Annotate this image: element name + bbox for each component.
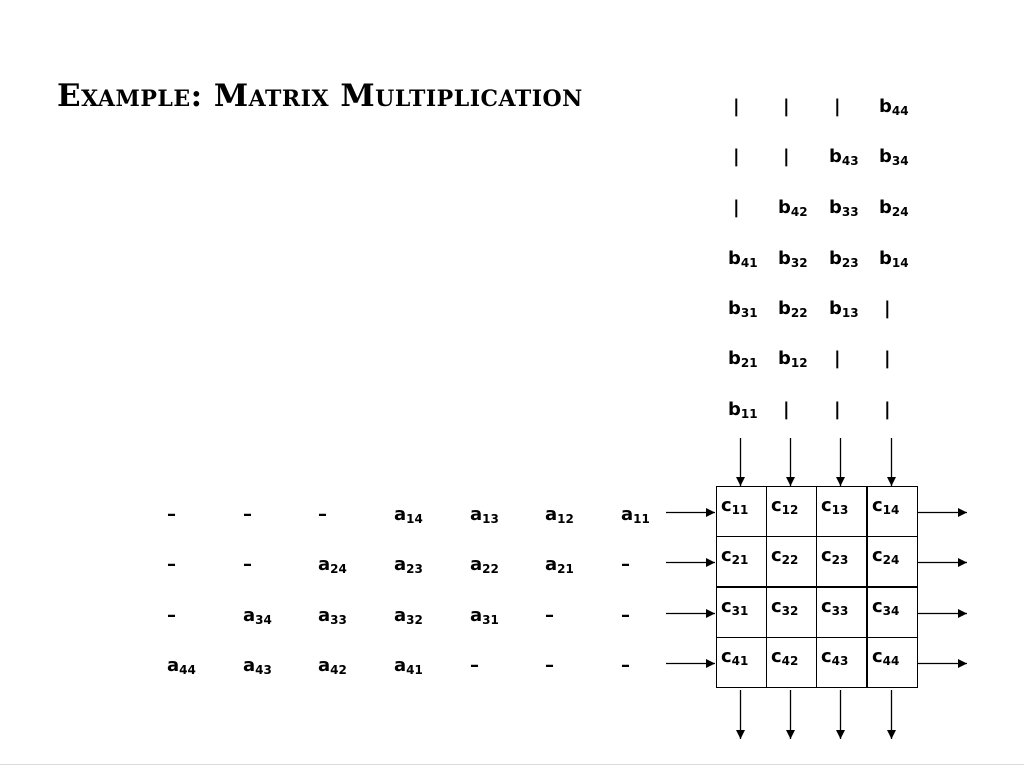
b-element: $b_{13}$ bbox=[829, 298, 859, 320]
a-element: $a_{42}$ bbox=[318, 655, 347, 677]
a-placeholder-dash: – bbox=[621, 605, 630, 626]
bottom-divider bbox=[0, 764, 1024, 765]
c-element-label: $c_{22}$ bbox=[771, 545, 799, 567]
a-element: $a_{23}$ bbox=[394, 554, 423, 576]
a-placeholder-dash: – bbox=[167, 605, 176, 626]
a-placeholder-dash: – bbox=[243, 554, 252, 575]
a-element: $a_{33}$ bbox=[318, 605, 347, 627]
b-element: $b_{21}$ bbox=[728, 348, 758, 370]
a-element: $a_{41}$ bbox=[394, 655, 423, 677]
a-element: $a_{44}$ bbox=[167, 655, 196, 677]
a-placeholder-dash: – bbox=[167, 554, 176, 575]
a-placeholder-dash: – bbox=[545, 605, 554, 626]
b-placeholder-bar: | bbox=[834, 348, 841, 369]
a-element: $a_{31}$ bbox=[470, 605, 499, 627]
b-element: $b_{12}$ bbox=[778, 348, 808, 370]
b-placeholder-bar: | bbox=[884, 298, 891, 319]
c-element-label: $c_{23}$ bbox=[821, 545, 849, 567]
a-placeholder-dash: – bbox=[167, 504, 176, 525]
a-element: $a_{34}$ bbox=[243, 605, 272, 627]
c-element-label: $c_{12}$ bbox=[771, 495, 799, 517]
b-element: $b_{23}$ bbox=[829, 248, 859, 270]
a-element: $a_{12}$ bbox=[545, 504, 574, 526]
a-element: $a_{11}$ bbox=[621, 504, 650, 526]
b-placeholder-bar: | bbox=[834, 96, 841, 117]
a-element: $a_{32}$ bbox=[394, 605, 423, 627]
b-element: $b_{14}$ bbox=[879, 248, 909, 270]
b-element: $b_{42}$ bbox=[778, 197, 808, 219]
a-element: $a_{13}$ bbox=[470, 504, 499, 526]
a-placeholder-dash: – bbox=[621, 554, 630, 575]
c-element-label: $c_{42}$ bbox=[771, 646, 799, 668]
a-element: $a_{22}$ bbox=[470, 554, 499, 576]
b-element: $b_{32}$ bbox=[778, 248, 808, 270]
c-element-label: $c_{44}$ bbox=[872, 646, 900, 668]
c-element-label: $c_{33}$ bbox=[821, 596, 849, 618]
b-element: $b_{33}$ bbox=[829, 197, 859, 219]
b-element: $b_{43}$ bbox=[829, 146, 859, 168]
slide-title: Example: Matrix Multiplication bbox=[57, 78, 583, 114]
a-placeholder-dash: – bbox=[243, 504, 252, 525]
a-element: $a_{24}$ bbox=[318, 554, 347, 576]
a-element: $a_{14}$ bbox=[394, 504, 423, 526]
b-placeholder-bar: | bbox=[783, 399, 790, 420]
b-element: $b_{41}$ bbox=[728, 248, 758, 270]
b-placeholder-bar: | bbox=[884, 348, 891, 369]
a-element: $a_{21}$ bbox=[545, 554, 574, 576]
a-element: $a_{43}$ bbox=[243, 655, 272, 677]
c-element-label: $c_{13}$ bbox=[821, 495, 849, 517]
b-placeholder-bar: | bbox=[733, 96, 740, 117]
b-placeholder-bar: | bbox=[834, 399, 841, 420]
c-element-label: $c_{41}$ bbox=[721, 646, 749, 668]
b-element: $b_{34}$ bbox=[879, 146, 909, 168]
b-element: $b_{44}$ bbox=[879, 96, 909, 118]
b-placeholder-bar: | bbox=[884, 399, 891, 420]
b-element: $b_{31}$ bbox=[728, 298, 758, 320]
b-placeholder-bar: | bbox=[733, 146, 740, 167]
a-placeholder-dash: – bbox=[470, 655, 479, 676]
b-placeholder-bar: | bbox=[783, 96, 790, 117]
b-placeholder-bar: | bbox=[783, 146, 790, 167]
b-element: $b_{11}$ bbox=[728, 399, 758, 421]
a-placeholder-dash: – bbox=[621, 655, 630, 676]
c-element-label: $c_{11}$ bbox=[721, 495, 749, 517]
a-placeholder-dash: – bbox=[545, 655, 554, 676]
a-placeholder-dash: – bbox=[318, 504, 327, 525]
c-element-label: $c_{43}$ bbox=[821, 646, 849, 668]
b-placeholder-bar: | bbox=[733, 197, 740, 218]
c-element-label: $c_{14}$ bbox=[872, 495, 900, 517]
c-element-label: $c_{21}$ bbox=[721, 545, 749, 567]
b-element: $b_{24}$ bbox=[879, 197, 909, 219]
c-element-label: $c_{31}$ bbox=[721, 596, 749, 618]
c-element-label: $c_{34}$ bbox=[872, 596, 900, 618]
c-element-label: $c_{32}$ bbox=[771, 596, 799, 618]
b-element: $b_{22}$ bbox=[778, 298, 808, 320]
c-element-label: $c_{24}$ bbox=[872, 545, 900, 567]
